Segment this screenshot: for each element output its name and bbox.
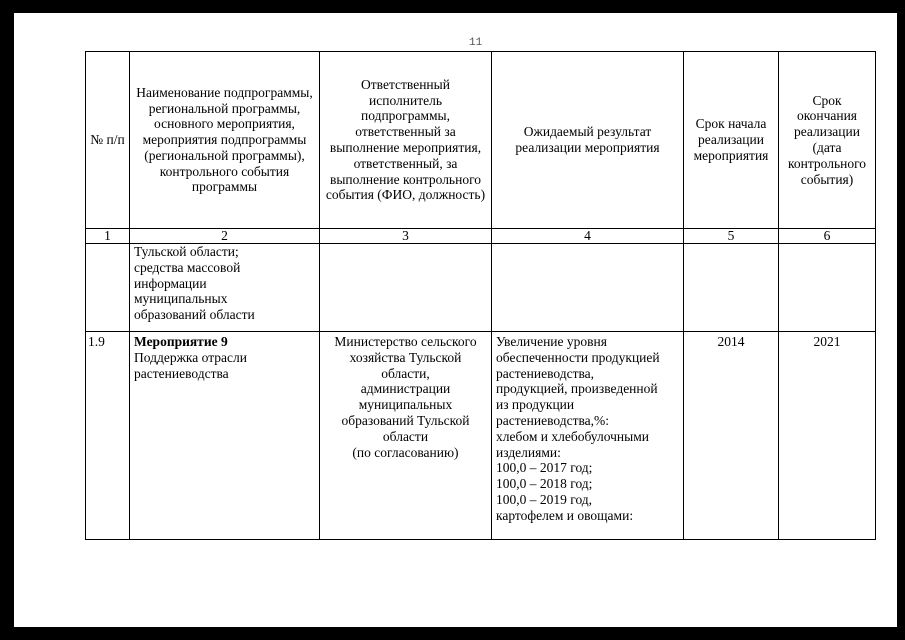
colnum-2: 2 xyxy=(130,229,320,244)
header-name: Наименование подпрограммы, региональной программы, основного мероприятия, мероприятия подпрограммы (региональной программы), контрольного события программы xyxy=(130,52,320,229)
cont-line: Тульской области; xyxy=(134,244,239,259)
colnum-6: 6 xyxy=(779,229,876,244)
row-start: 2014 xyxy=(684,332,779,540)
row-name xyxy=(130,332,320,540)
cont-result xyxy=(492,244,684,332)
row-result: Увеличение уровня обеспеченности продукцией растениеводства, продукцией, произведенной из продукции растениеводства,%: хлебом и хлебобулочными изделиями: 100,0 – 2017 год; 100,0 – 2018 год; 100,0 – 2019 год, картофелем и овощами: xyxy=(492,332,684,540)
cont-line: средства массовой xyxy=(134,259,241,275)
colnum-1: 1 xyxy=(86,229,130,244)
row-end: 2021 xyxy=(779,332,876,540)
measures-table xyxy=(85,51,876,540)
header-start: Срок начала реализации мероприятия xyxy=(684,52,779,229)
cont-name xyxy=(130,244,320,332)
cont-responsible xyxy=(320,244,492,332)
header-num: № п/п xyxy=(86,52,130,229)
name-line: Поддержка отрасли xyxy=(134,349,247,365)
colnum-4: 4 xyxy=(492,229,684,244)
cont-start xyxy=(684,244,779,332)
header-row xyxy=(86,52,876,229)
cont-line: информации xyxy=(134,275,207,291)
cont-end xyxy=(779,244,876,332)
cont-line: образований области xyxy=(134,307,255,323)
column-number-row xyxy=(86,229,876,244)
header-responsible: Ответственный исполнитель подпрограммы, ответственный за выполнение мероприятия, ответственный, за выполнение контрольного события (ФИО, должность) xyxy=(320,52,492,229)
cont-num xyxy=(86,244,130,332)
colnum-3: 3 xyxy=(320,229,492,244)
cont-line: муниципальных xyxy=(134,291,228,307)
measure-title: Мероприятие 9 xyxy=(134,334,228,349)
row-responsible: Министерство сельского хозяйства Тульской области, администрации муниципальных образований Тульской области (по согласованию) xyxy=(320,332,492,540)
continuation-row xyxy=(86,244,876,332)
name-line: растениеводства xyxy=(134,365,229,381)
colnum-5: 5 xyxy=(684,229,779,244)
row-num: 1.9 xyxy=(86,332,130,540)
table-row xyxy=(86,332,876,540)
page-number: 11 xyxy=(469,37,483,49)
header-result: Ожидаемый результат реализации мероприятия xyxy=(492,52,684,229)
header-end: Срок окончания реализации (дата контрольного события) xyxy=(779,52,876,229)
